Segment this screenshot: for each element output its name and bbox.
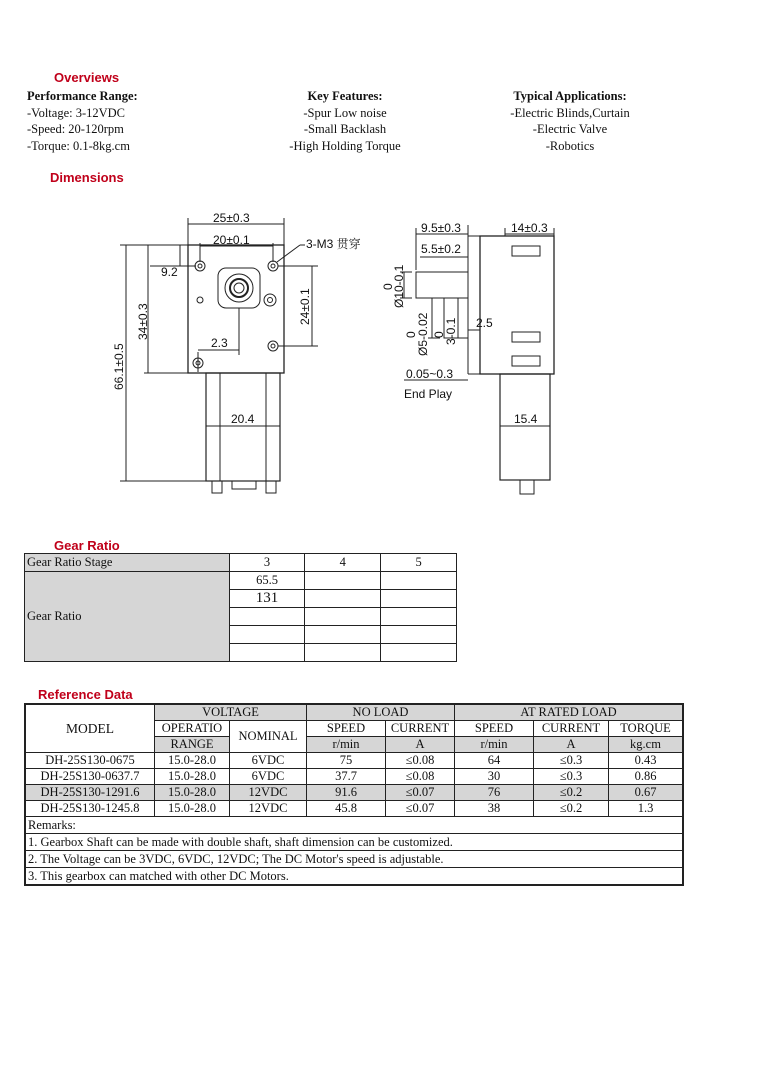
performance-title: Performance Range: (27, 89, 138, 103)
cell: DH-25S130-0675 (25, 753, 155, 769)
cell: 75 (307, 753, 386, 769)
gear-cell (229, 608, 305, 626)
cell: ≤0.3 (534, 753, 609, 769)
gear-cell (381, 572, 457, 590)
gear-cell (381, 608, 457, 626)
unit-current: A (534, 737, 609, 753)
table-row (25, 769, 683, 785)
col-no-load: NO LOAD (307, 704, 455, 721)
gear-cell: 131 (229, 590, 305, 608)
col-current: CURRENT (386, 721, 455, 737)
cell: ≤0.08 (386, 753, 455, 769)
reference-data-table (24, 703, 684, 886)
feature-item: -Spur Low noise (303, 105, 387, 120)
cell: DH-25S130-0637.7 (25, 769, 155, 785)
dim-hole-y: 9.2 (161, 265, 178, 279)
gear-cell (229, 644, 305, 662)
dim-side-d1: 9.5±0.3 (421, 221, 461, 235)
col-speed: SPEED (455, 721, 534, 737)
overviews-title: Overviews (54, 70, 120, 85)
applications-title: Typical Applications: (513, 89, 627, 103)
dim-h-total: 66.1±0.5 (112, 343, 126, 390)
col-range: RANGE (155, 737, 230, 753)
front-view-labels (0, 0, 760, 520)
feature-item: -High Holding Torque (289, 138, 401, 153)
cell: 76 (455, 785, 534, 801)
dim-flat-top: 0 (432, 331, 446, 338)
col-model: MODEL (25, 704, 155, 753)
cell: 6VDC (230, 769, 307, 785)
cell: ≤0.07 (386, 801, 455, 817)
cell: 15.0-28.0 (155, 769, 230, 785)
dim-hole-h: 24±0.1 (298, 288, 312, 325)
dim-side-motor-w: 15.4 (514, 412, 538, 426)
col-voltage: VOLTAGE (155, 704, 307, 721)
cell: 12VDC (230, 785, 307, 801)
dim-w-outer: 25±0.3 (213, 211, 250, 225)
col-rated-load: AT RATED LOAD (455, 704, 684, 721)
unit-speed: r/min (307, 737, 386, 753)
dim-mount-note: 3-M3 贯穿 (306, 237, 361, 251)
gear-cell (305, 590, 381, 608)
gear-cell (305, 572, 381, 590)
gear-cell (229, 626, 305, 644)
remarks-label: Remarks: (25, 817, 683, 834)
performance-item: -Speed: 20-120rpm (27, 122, 124, 136)
cell: 0.86 (609, 769, 684, 785)
cell: 38 (455, 801, 534, 817)
cell: 12VDC (230, 801, 307, 817)
cell: 37.7 (307, 769, 386, 785)
dim-shaft-d2-top: 0 (404, 331, 418, 338)
cell: 30 (455, 769, 534, 785)
cell: ≤0.2 (534, 785, 609, 801)
dim-side-d4: 2.5 (476, 316, 493, 330)
gear-stage: 4 (305, 554, 381, 572)
dim-shaft-d1: Ø10-0.1 (392, 264, 406, 308)
cell: 91.6 (307, 785, 386, 801)
table-row (25, 753, 683, 769)
gear-cell (305, 626, 381, 644)
dim-end-play-val: 0.05~0.3 (406, 367, 454, 381)
unit-current: A (386, 737, 455, 753)
col-torque: TORQUE (609, 721, 684, 737)
application-item: -Electric Blinds,Curtain (510, 105, 630, 120)
remark-item: 1. Gearbox Shaft can be made with double shaft, shaft dimension can be customized. (25, 834, 683, 851)
gear-stage: 3 (229, 554, 305, 572)
reference-data-title: Reference Data (38, 687, 133, 702)
dim-side-d2: 14±0.3 (511, 221, 548, 235)
dim-h-box: 34±0.3 (136, 303, 150, 340)
cell: DH-25S130-1245.8 (25, 801, 155, 817)
cell: DH-25S130-1291.6 (25, 785, 155, 801)
performance-item: -Voltage: 3-12VDC (27, 105, 126, 120)
dim-side-d3: 5.5±0.2 (421, 242, 461, 256)
col-operating: OPERATIO (155, 721, 230, 737)
cell: 15.0-28.0 (155, 785, 230, 801)
features-title: Key Features: (307, 89, 383, 103)
dim-flat: 3-0.1 (444, 317, 458, 345)
dim-w-holes: 20±0.1 (213, 233, 250, 247)
remark-item: 2. The Voltage can be 3VDC, 6VDC, 12VDC; The DC Motor's speed is adjustable. (25, 851, 683, 868)
cell: 0.43 (609, 753, 684, 769)
gear-cell (381, 590, 457, 608)
gear-ratio-table (24, 553, 457, 662)
cell: 45.8 (307, 801, 386, 817)
cell: ≤0.2 (534, 801, 609, 817)
gear-cell (305, 644, 381, 662)
col-current: CURRENT (534, 721, 609, 737)
performance-item: -Torque: 0.1-8kg.cm (27, 138, 130, 153)
cell: 64 (455, 753, 534, 769)
gear-cell (305, 608, 381, 626)
dim-shaft-d2: Ø5-0.02 (416, 312, 430, 356)
col-nominal: NOMINAL (230, 721, 307, 753)
remark-item: 3. This gearbox can matched with other DC Motors. (25, 868, 683, 886)
cell: 0.67 (609, 785, 684, 801)
table-row (25, 785, 683, 801)
gear-stage: 5 (381, 554, 457, 572)
cell: 6VDC (230, 753, 307, 769)
gear-cell (381, 626, 457, 644)
dim-motor-w: 20.4 (231, 412, 255, 426)
cell: 1.3 (609, 801, 684, 817)
gear-ratio-label: Gear Ratio (25, 572, 230, 662)
table-row (25, 801, 683, 817)
cell: ≤0.3 (534, 769, 609, 785)
cell: ≤0.08 (386, 769, 455, 785)
application-item: -Electric Valve (532, 122, 608, 136)
application-item: -Robotics (545, 138, 595, 153)
feature-item: -Small Backlash (303, 122, 387, 136)
unit-torque: kg.cm (609, 737, 684, 753)
cell: 15.0-28.0 (155, 753, 230, 769)
gear-cell (381, 644, 457, 662)
col-speed: SPEED (307, 721, 386, 737)
gear-cell: 65.5 (229, 572, 305, 590)
dim-shaft-d1-top: 0 (381, 283, 395, 290)
gear-ratio-title: Gear Ratio (54, 538, 120, 553)
cell: ≤0.07 (386, 785, 455, 801)
dim-shaft-off: 2.3 (211, 336, 228, 350)
unit-speed: r/min (455, 737, 534, 753)
gear-stage-label: Gear Ratio Stage (25, 554, 230, 572)
dimensions-title: Dimensions (50, 170, 124, 185)
cell: 15.0-28.0 (155, 801, 230, 817)
dim-end-play: End Play (404, 387, 453, 401)
